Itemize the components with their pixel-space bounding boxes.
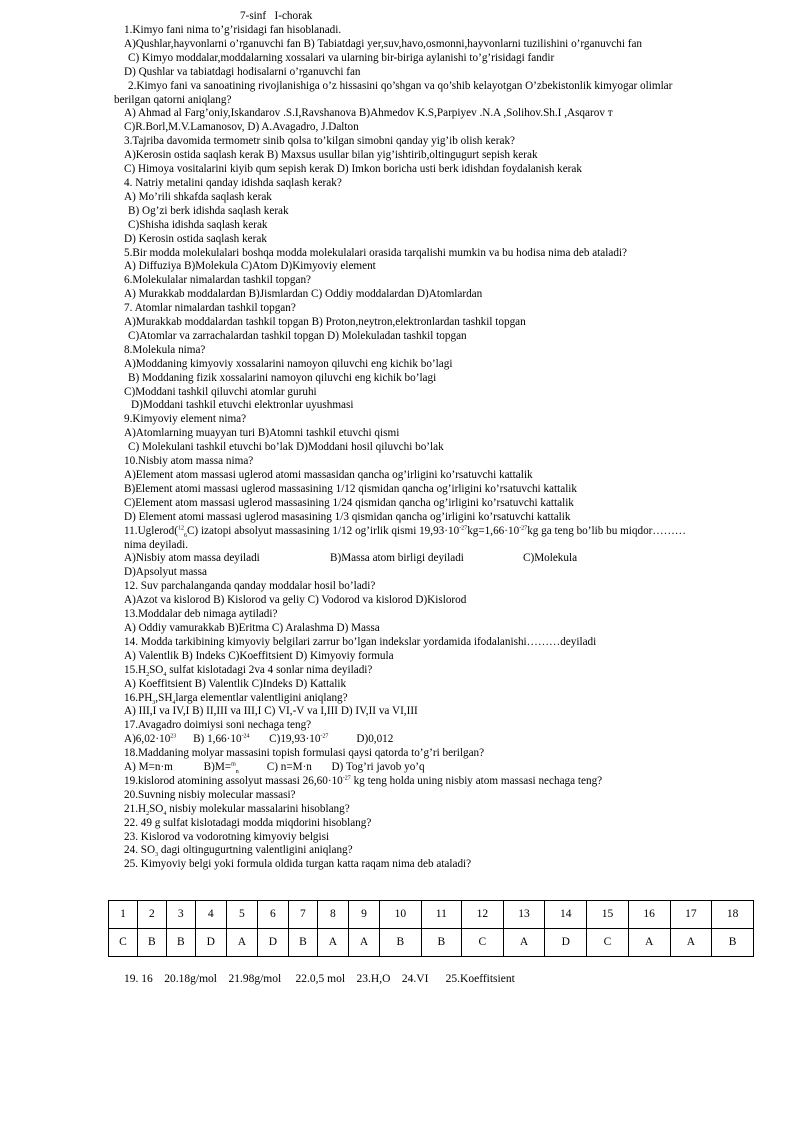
answer-table-numbers-row	[109, 901, 754, 929]
answer-letter-cell: B	[166, 929, 195, 957]
question-line: 7. Atomlar nimalardan tashkil topgan?	[124, 302, 296, 315]
question-17-options	[114, 733, 754, 747]
q11-text: C) izatopi absolyut massasining 1/12 og’irlik qismi 19,93·10	[186, 524, 460, 537]
answer-letter-cell: B	[137, 929, 166, 957]
question-line: 9.Kimyoviy element nima?	[124, 413, 247, 426]
q15-sub: 4	[163, 671, 167, 678]
question-line: D)Moddani tashkil etuvchi elektronlar uyushmasi	[131, 399, 354, 412]
answer-number-cell: 17	[670, 901, 712, 929]
q19-sup: -27	[342, 775, 351, 782]
answer-letter-cell: B	[421, 929, 461, 957]
question-line: B) Moddaning fizik xossalarini namoyon qiluvchi eng kichik bo’lagi	[128, 371, 437, 384]
answer-number-cell: 11	[421, 901, 461, 929]
q24-sub: 3	[155, 852, 159, 859]
answer-letter-cell: C	[109, 929, 138, 957]
question-line: A) Mo’rili shkafda saqlash kerak	[124, 190, 272, 203]
q16-sub: 4	[172, 699, 176, 706]
answer-letter-cell: A	[226, 929, 257, 957]
q17-text: B) 1,66·10	[176, 733, 242, 746]
q16-sub: 3	[152, 699, 156, 706]
question-line: A) Diffuziya B)Molekula C)Atom D)Kimyoviy element	[124, 260, 376, 273]
q17-sup: -27	[320, 733, 329, 740]
q15-text: SO	[149, 663, 164, 676]
q17-sup: -24	[241, 733, 250, 740]
question-line: B)Element atomi massasi uglerod massasining 1/12 qismidan qancha og’irligini ko’rsatuvchi kattalik	[124, 482, 578, 495]
question-18: 18.Maddaning molyar massasini topish formulasi qaysi qatorda to’g’ri berilgan?	[124, 747, 485, 760]
answer-footer: 19. 16 20.18g/mol 21.98g/mol 22.0,5 mol 23.H,O 24.VI 25.Koeffitsient	[124, 973, 515, 985]
question-line: D) Kerosin ostida saqlash kerak	[124, 232, 267, 245]
question-line: 12. Suv parchalanganda qanday moddalar hosil bo’ladi?	[124, 580, 376, 593]
question-line: C)R.Borl,M.V.Lamanosov, D) A.Avagadro, J.Dalton	[124, 121, 359, 134]
answer-number-cell: 6	[257, 901, 288, 929]
answer-number-cell: 15	[587, 901, 629, 929]
page-title: 7-sinf I-chorak	[240, 10, 313, 22]
q19-text: 19.kislorod atomining assolyut massasi 26,60·10	[124, 774, 343, 787]
answer-letter-cell: C	[587, 929, 629, 957]
question-line: 13.Moddalar deb nimaga aytiladi?	[124, 608, 278, 621]
question-11-option-d: D)Apsolyut massa	[124, 566, 207, 579]
question-line: C)Shisha idishda saqlash kerak	[128, 218, 268, 231]
question-16	[114, 692, 754, 706]
q11-text: kg ga teng bo’lib bu miqdor………	[527, 524, 686, 537]
answer-letter-cell: B	[288, 929, 317, 957]
question-11-line1	[114, 525, 754, 539]
question-line: A)Murakkab moddalardan tashkil topgan B) Proton,neytron,elektronlardan tashkil topgan	[124, 316, 526, 329]
q18-text: C) n=M·n D) Tog’ri javob yo’q	[238, 761, 425, 774]
question-19	[114, 775, 754, 789]
q21-sub: 4	[163, 810, 167, 817]
answer-number-cell: 13	[503, 901, 545, 929]
answer-letter-cell: B	[380, 929, 422, 957]
q21-text: nisbiy molekular massalarini hisoblang?	[166, 802, 350, 815]
answer-number-cell: 12	[461, 901, 503, 929]
question-line: C)Moddani tashkil qiluvchi atomlar guruhi	[124, 385, 317, 398]
question-15	[114, 664, 754, 678]
q15-sub: 2	[146, 671, 150, 678]
question-23: 23. Kislorod va vodorotning kimyoviy belgisi	[124, 830, 330, 843]
question-line: berilgan qatorni aniqlang?	[114, 93, 232, 106]
q11-sub: 6	[183, 532, 187, 539]
answer-number-cell: 8	[317, 901, 348, 929]
question-18-options	[114, 761, 754, 775]
question-line: C)Element atom massasi uglerod massasining 1/24 qismidan qancha og’irligini ko’rsatuvchi kattalik	[124, 496, 574, 509]
question-25: 25. Kimyoviy belgi yoki formula oldida turgan katta raqam nima deb ataladi?	[124, 858, 472, 871]
question-line: 4. Natriy metalini qanday idishda saqlash kerak?	[124, 176, 342, 189]
question-line: A) Murakkab moddalardan B)Jismlardan C) Oddiy moddalardan D)Atomlardan	[124, 288, 483, 301]
answer-number-cell: 16	[628, 901, 670, 929]
answer-number-cell: 18	[712, 901, 754, 929]
question-line: A)Qushlar,hayvonlarni o’rganuvchi fan B) Tabiatdagi yer,suv,havo,osmonni,hayvonlarni tuzilishini o’rganuvchi fan	[124, 37, 643, 50]
question-line: D) Qushlar va tabiatdagi hodisalarni o’rganuvchi fan	[124, 65, 361, 78]
q17-sup: 23	[170, 733, 177, 740]
answer-letter-cell: D	[257, 929, 288, 957]
question-line: A) Valentlik B) Indeks C)Koeffitsient D) Kimyoviy formula	[124, 649, 394, 662]
question-22: 22. 49 g sulfat kislotadagi modda miqdorini hisoblang?	[124, 816, 372, 829]
question-16-options: A) III,I va IV,I B) II,III va III,I C) VI,-V va I,III D) IV,II va VI,III	[124, 705, 418, 718]
q18-sub: n	[235, 769, 239, 776]
q11-sup: -27	[519, 524, 528, 531]
answer-letter-cell: A	[628, 929, 670, 957]
answer-number-cell: 1	[109, 901, 138, 929]
answer-letter-cell: C	[461, 929, 503, 957]
question-line: A)Atomlarning muayyan turi B)Atomni tashkil etuvchi qismi	[124, 427, 400, 440]
q11-text: 11.Uglerod(	[124, 524, 178, 537]
question-list-part2	[114, 580, 754, 663]
answer-number-cell: 9	[348, 901, 379, 929]
question-line: C)Atomlar va zarrachalardan tashkil topgan D) Molekuladan tashkil topgan	[128, 329, 467, 342]
question-line: C) Kimyo moddalar,moddalarning xossalari va ularning bir-biriga aylanishi to’g’risidagi fandir	[128, 51, 555, 64]
answer-letter-cell: D	[195, 929, 226, 957]
q17-text: C)19,93·10	[249, 733, 321, 746]
question-line: A)Element atom massasi uglerod atomi massasidan qancha og’irligini ko’rsatuvchi kattalik	[124, 469, 533, 481]
q17-text: D)0,012	[328, 733, 394, 746]
questions-block	[114, 24, 754, 872]
question-line: A) Oddiy vamurakkab B)Eritma C) Aralashma D) Massa	[124, 621, 380, 634]
question-line: 3.Tajriba davomida termometr sinib qolsa to’kilgan simobni qanday yig’ib olish kerak?	[124, 135, 516, 148]
answer-letter-cell: B	[712, 929, 754, 957]
question-line: A) Ahmad al Farg’oniy,Iskandarov .S.I,Ravshanova B)Ahmedov K.S,Parpiyev .N.A ,Solihov.Sh.I ,Asqarov т	[124, 107, 613, 120]
answer-letter-cell: D	[545, 929, 587, 957]
q24-text: dagi oltingugurtning valentligini aniqlang?	[158, 844, 353, 857]
answer-letter-cell: A	[670, 929, 712, 957]
question-line: D) Element atomi massasi uglerod masasining 1/3 qismidan qancha og’irligini ko’rsatuvchi kattalik	[124, 510, 571, 523]
q11-text: kg=1,66·10	[467, 524, 520, 537]
question-11-options	[114, 552, 754, 566]
q18-sup: m	[231, 761, 236, 768]
answer-table-answers-row	[109, 929, 754, 957]
q16-text: 16.PH	[124, 691, 153, 704]
answer-number-cell: 7	[288, 901, 317, 929]
q16-text: ,SH	[155, 691, 173, 704]
answer-table	[108, 900, 754, 957]
q11-option-a: A)Nisbiy atom massa deyiladi	[124, 552, 260, 565]
question-line: A)Kerosin ostida saqlash kerak B) Maxsus usullar bilan yig’ishtirib,oltingugurt sepish kerak	[124, 149, 538, 162]
question-list-part1	[114, 24, 754, 525]
question-20: 20.Suvning nisbiy molecular massasi?	[124, 788, 296, 801]
question-line: 1.Kimyo fani nima to’g’risidagi fan hisoblanadi.	[124, 24, 342, 36]
question-line: C) Himoya vositalarini kiyib qum sepish kerak D) Imkon boricha usti berk idishdan foydalanish kerak	[124, 163, 582, 176]
answer-number-cell: 4	[195, 901, 226, 929]
answer-number-cell: 14	[545, 901, 587, 929]
question-line: A)Azot va kislorod B) Kislorod va geliy C) Vodorod va kislorod D)Kislorod	[124, 594, 467, 607]
q11-sup: -27	[459, 524, 468, 531]
question-line: 2.Kimyo fani va sanoatining rivojlanishiga o’z hissasini qo’shgan va qo’shib kelayotgan O’zbekistonlik kimyogar olimlar	[128, 79, 673, 92]
q16-text: larga elementlar valentligini aniqlang?	[175, 691, 348, 704]
question-17: 17.Avagadro doimiysi soni nechaga teng?	[124, 719, 312, 732]
question-line: A)Moddaning kimyoviy xossalarini namoyon qiluvchi eng kichik bo’lagi	[124, 357, 453, 370]
answer-letter-cell: A	[317, 929, 348, 957]
question-line: 8.Molekula nima?	[124, 343, 206, 356]
q19-text: kg teng holda uning nisbiy atom massasi nechaga teng?	[350, 774, 603, 787]
question-24	[114, 844, 754, 858]
question-line: 6.Molekulalar nimalardan tashkil topgan?	[124, 274, 312, 287]
answer-number-cell: 3	[166, 901, 195, 929]
answer-number-cell: 2	[137, 901, 166, 929]
answer-number-cell: 10	[380, 901, 422, 929]
q11-sup: 12	[177, 524, 184, 531]
question-21	[114, 803, 754, 817]
q15-text: sulfat kislotadagi 2va 4 sonlar nima deyiladi?	[166, 663, 373, 676]
q11-option-c: C)Molekula	[523, 552, 578, 565]
q21-text: SO	[149, 802, 164, 815]
q24-text: 24. SO	[124, 844, 156, 857]
question-11-line2: nima deyiladi.	[124, 538, 189, 551]
answer-number-cell: 5	[226, 901, 257, 929]
question-line: C) Molekulani tashkil etuvchi bo’lak D)Moddani hosil qiluvchi bo’lak	[128, 441, 444, 454]
question-line: 14. Modda tarkibining kimyoviy belgilari zarrur bo’lgan indekslar yordamida ifodalanishi………deyiladi	[124, 635, 597, 648]
question-line: 10.Nisbiy atom massa nima?	[124, 455, 254, 468]
q11-option-b: B)Massa atom birligi deyiladi	[330, 552, 464, 565]
q17-text: A)6,02·10	[124, 733, 171, 746]
question-15-options: A) Koeffitsient B) Valentlik C)Indeks D) Kattalik	[124, 677, 347, 690]
answer-letter-cell: A	[503, 929, 545, 957]
question-line: 5.Bir modda molekulalari boshqa modda molekulalari orasida tarqalishi mumkin va bu hodisa nima deb ataladi?	[124, 246, 628, 259]
q15-text: 15.H	[124, 663, 147, 676]
q18-text: A) M=n·m B)M=	[124, 761, 232, 774]
q21-text: 21.H	[124, 802, 147, 815]
answer-letter-cell: A	[348, 929, 379, 957]
q21-sub: 2	[146, 810, 150, 817]
question-line: B) Og’zi berk idishda saqlash kerak	[128, 204, 289, 217]
